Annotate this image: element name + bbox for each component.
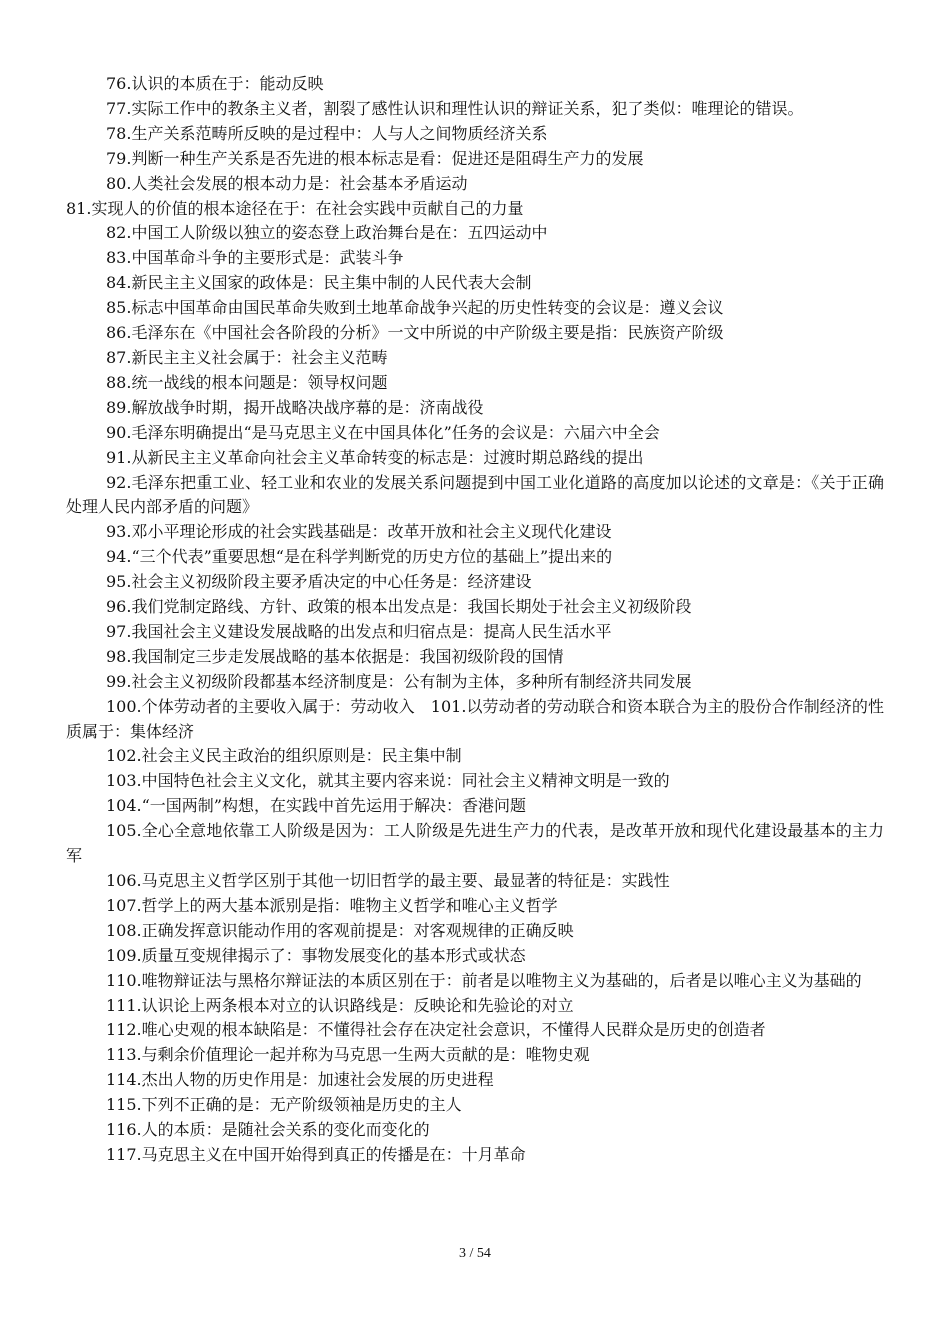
question-paragraph: 112.唯心史观的根本缺陷是：不懂得社会存在决定社会意识，不懂得人民群众是历史的创造者 [106,1020,766,1040]
question-paragraph: 86.毛泽东在《中国社会各阶段的分析》一文中所说的中产阶级主要是指：民族资产阶级 [106,323,724,343]
question-paragraph: 82.中国工人阶级以独立的姿态登上政治舞台是在：五四运动中 [106,223,548,243]
question-paragraph: 110.唯物辩证法与黑格尔辩证法的本质区别在于：前者是以唯物主义为基础的，后者是以唯心主义为基础的 [106,970,862,990]
question-paragraph: 102.社会主义民主政治的组织原则是：民主集中制 [106,746,462,766]
question-paragraph: 105.全心全意地依靠工人阶级是因为：工人阶级是先进生产力的代表，是改革开放和现代化建设最基本的主力军 [66,821,884,866]
question-paragraph: 92.毛泽东把重工业、轻工业和农业的发展关系问题提到中国工业化道路的高度加以论述的文章是：《关于正确处理人民内部矛盾的问题》 [66,472,884,517]
question-paragraph: 109.质量互变规律揭示了：事物发展变化的基本形式或状态 [106,945,526,965]
question-paragraph: 95.社会主义初级阶段主要矛盾决定的中心任务是：经济建设 [106,572,532,592]
question-paragraph: 97.我国社会主义建设发展战略的出发点和归宿点是：提高人民生活水平 [106,621,612,641]
question-paragraph: 103.中国特色社会主义文化，就其主要内容来说：同社会主义精神文明是一致的 [106,771,670,791]
question-paragraph: 96.我们党制定路线、方针、政策的根本出发点是：我国长期处于社会主义初级阶段 [106,597,692,617]
page-number: 3 / 54 [459,1246,491,1261]
question-paragraph: 98.我国制定三步走发展战略的基本依据是：我国初级阶段的国情 [106,646,564,666]
question-paragraph: 77.实际工作中的教条主义者，割裂了感性认识和理性认识的辩证关系，犯了类似：唯理论的错误。 [106,98,804,118]
document-body [66,72,884,1168]
question-paragraph: 85.标志中国革命由国民革命失败到土地革命战争兴起的历史性转变的会议是：遵义会议 [106,298,724,318]
question-paragraph: 90.毛泽东明确提出“是马克思主义在中国具体化”任务的会议是：六届六中全会 [106,422,660,442]
question-paragraph: 76.认识的本质在于：能动反映 [106,74,324,93]
question-paragraph: 80.人类社会发展的根本动力是：社会基本矛盾运动 [106,173,468,193]
question-paragraph: 104.“一国两制”构想，在实践中首先运用于解决：香港问题 [106,796,526,816]
question-paragraph: 89.解放战争时期，揭开战略决战序幕的是：济南战役 [106,397,484,417]
question-paragraph: 87.新民主主义社会属于：社会主义范畴 [106,347,388,367]
question-paragraph: 100.个体劳动者的主要收入属于：劳动收入 101.以劳动者的劳动联合和资本联合为主的股份合作制经济的性质属于：集体经济 [66,696,884,741]
question-paragraph: 91.从新民主主义革命向社会主义革命转变的标志是：过渡时期总路线的提出 [106,447,644,467]
question-paragraph: 111.认识论上两条根本对立的认识路线是：反映论和先验论的对立 [106,995,574,1015]
question-paragraph: 115.下列不正确的是：无产阶级领袖是历史的主人 [106,1095,462,1115]
question-paragraph: 107.哲学上的两大基本派别是指：唯物主义哲学和唯心主义哲学 [106,895,558,915]
question-paragraph: 81.实现人的价值的根本途径在于：在社会实践中贡献自己的力量 [66,198,524,218]
question-paragraph: 116.人的本质：是随社会关系的变化而变化的 [106,1120,430,1140]
question-paragraph: 78.生产关系范畴所反映的是过程中：人与人之间物质经济关系 [106,123,548,143]
question-paragraph: 93.邓小平理论形成的社会实践基础是：改革开放和社会主义现代化建设 [106,522,612,542]
question-paragraph: 99.社会主义初级阶段都基本经济制度是：公有制为主体，多种所有制经济共同发展 [106,671,692,691]
question-paragraph: 94.“三个代表”重要思想“是在科学判断党的历史方位的基础上”提出来的 [106,547,613,567]
question-paragraph: 79.判断一种生产关系是否先进的根本标志是看：促进还是阻碍生产力的发展 [106,148,644,168]
question-paragraph: 88.统一战线的根本问题是：领导权问题 [106,372,388,392]
question-paragraph: 83.中国革命斗争的主要形式是：武装斗争 [106,248,404,268]
question-paragraph: 114.杰出人物的历史作用是：加速社会发展的历史进程 [106,1070,494,1090]
question-paragraph: 117.马克思主义在中国开始得到真正的传播是在：十月革命 [106,1144,526,1164]
question-paragraph: 106.马克思主义哲学区别于其他一切旧哲学的最主要、最显著的特征是：实践性 [106,871,670,890]
question-paragraph: 113.与剩余价值理论一起并称为马克思一生两大贡献的是：唯物史观 [106,1045,590,1065]
question-paragraph: 84.新民主主义国家的政体是：民主集中制的人民代表大会制 [106,273,532,293]
question-paragraph: 108.正确发挥意识能动作用的客观前提是：对客观规律的正确反映 [106,920,574,940]
